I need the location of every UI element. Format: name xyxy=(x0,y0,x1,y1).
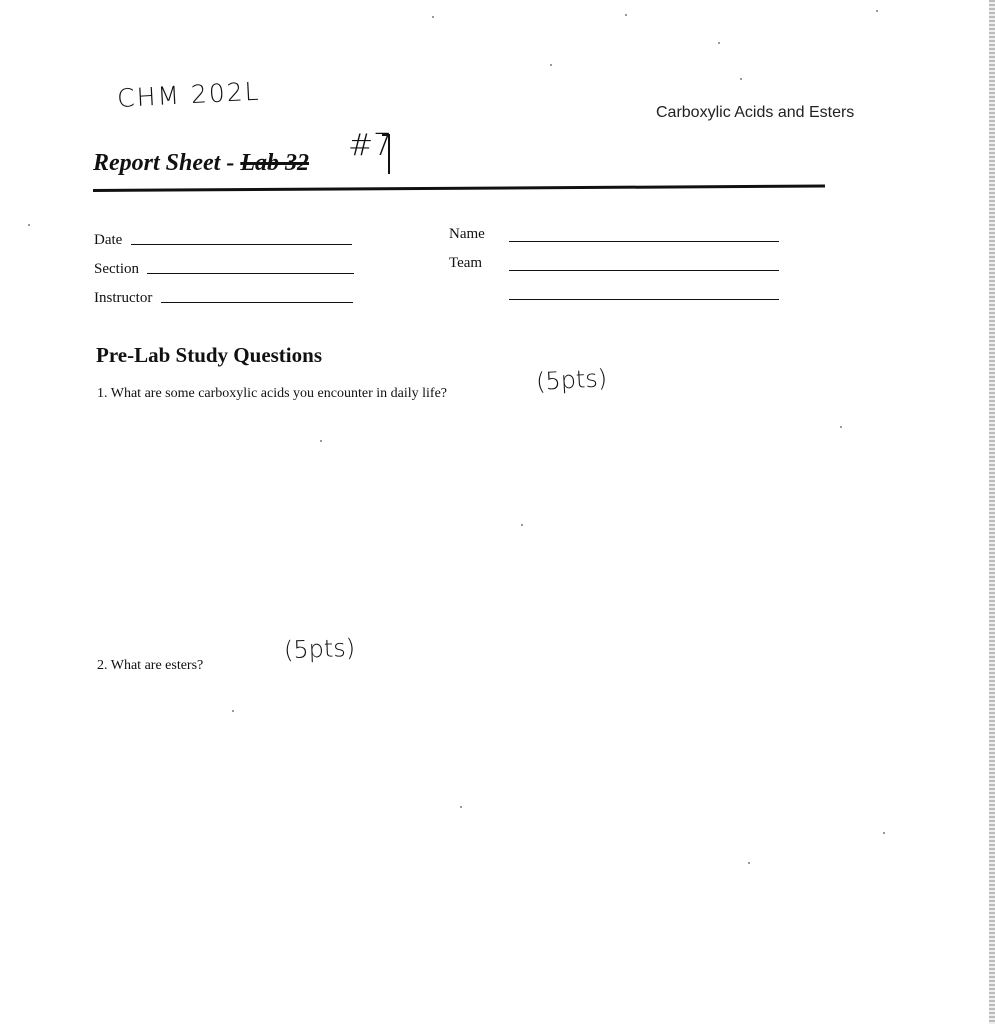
scan-speck xyxy=(521,524,523,526)
report-title xyxy=(93,150,309,177)
q2-points-handwritten: (5pts) xyxy=(283,633,356,665)
lab-topic: Carboxylic Acids and Esters xyxy=(656,104,855,121)
question-1: 1. What are some carboxylic acids you encounter in daily life? xyxy=(97,386,447,401)
report-title-prefix: Report Sheet - xyxy=(93,150,241,176)
lab-number-handwritten: #7 xyxy=(348,128,393,163)
scan-speck xyxy=(232,710,234,712)
scan-speck xyxy=(460,806,462,808)
team-label: Team xyxy=(449,255,483,271)
team-blank-2[interactable] xyxy=(509,299,779,300)
course-code-handwritten: CHM 202L xyxy=(116,76,262,113)
instructor-blank[interactable] xyxy=(161,302,353,303)
title-divider xyxy=(93,185,825,192)
scan-speck xyxy=(740,78,742,80)
scan-speck xyxy=(625,14,627,16)
section-blank[interactable] xyxy=(147,273,354,274)
handwritten-bracket-mark xyxy=(382,134,390,174)
question-2: 2. What are esters? xyxy=(97,658,204,673)
scan-page-edge xyxy=(989,0,995,1024)
name-blank[interactable] xyxy=(509,241,779,242)
date-label: Date xyxy=(94,232,123,248)
scan-speck xyxy=(320,440,322,442)
struck-lab-number: Lab 32 xyxy=(240,150,309,176)
scan-speck xyxy=(748,862,750,864)
scan-speck xyxy=(883,832,885,834)
scan-speck xyxy=(28,224,30,226)
scan-speck xyxy=(718,42,720,44)
scan-speck xyxy=(840,426,842,428)
name-label: Name xyxy=(449,226,485,242)
scan-speck xyxy=(550,64,552,66)
instructor-label: Instructor xyxy=(94,290,153,306)
q1-points-handwritten: (5pts) xyxy=(535,364,608,396)
scan-speck xyxy=(876,10,878,12)
scan-speck xyxy=(432,16,434,18)
date-blank[interactable] xyxy=(131,244,352,245)
prelab-heading: Pre-Lab Study Questions xyxy=(96,343,322,367)
section-label: Section xyxy=(94,261,139,277)
answer-2-area[interactable] xyxy=(97,685,857,985)
answer-1-area[interactable] xyxy=(97,410,857,620)
team-blank[interactable] xyxy=(509,270,779,271)
